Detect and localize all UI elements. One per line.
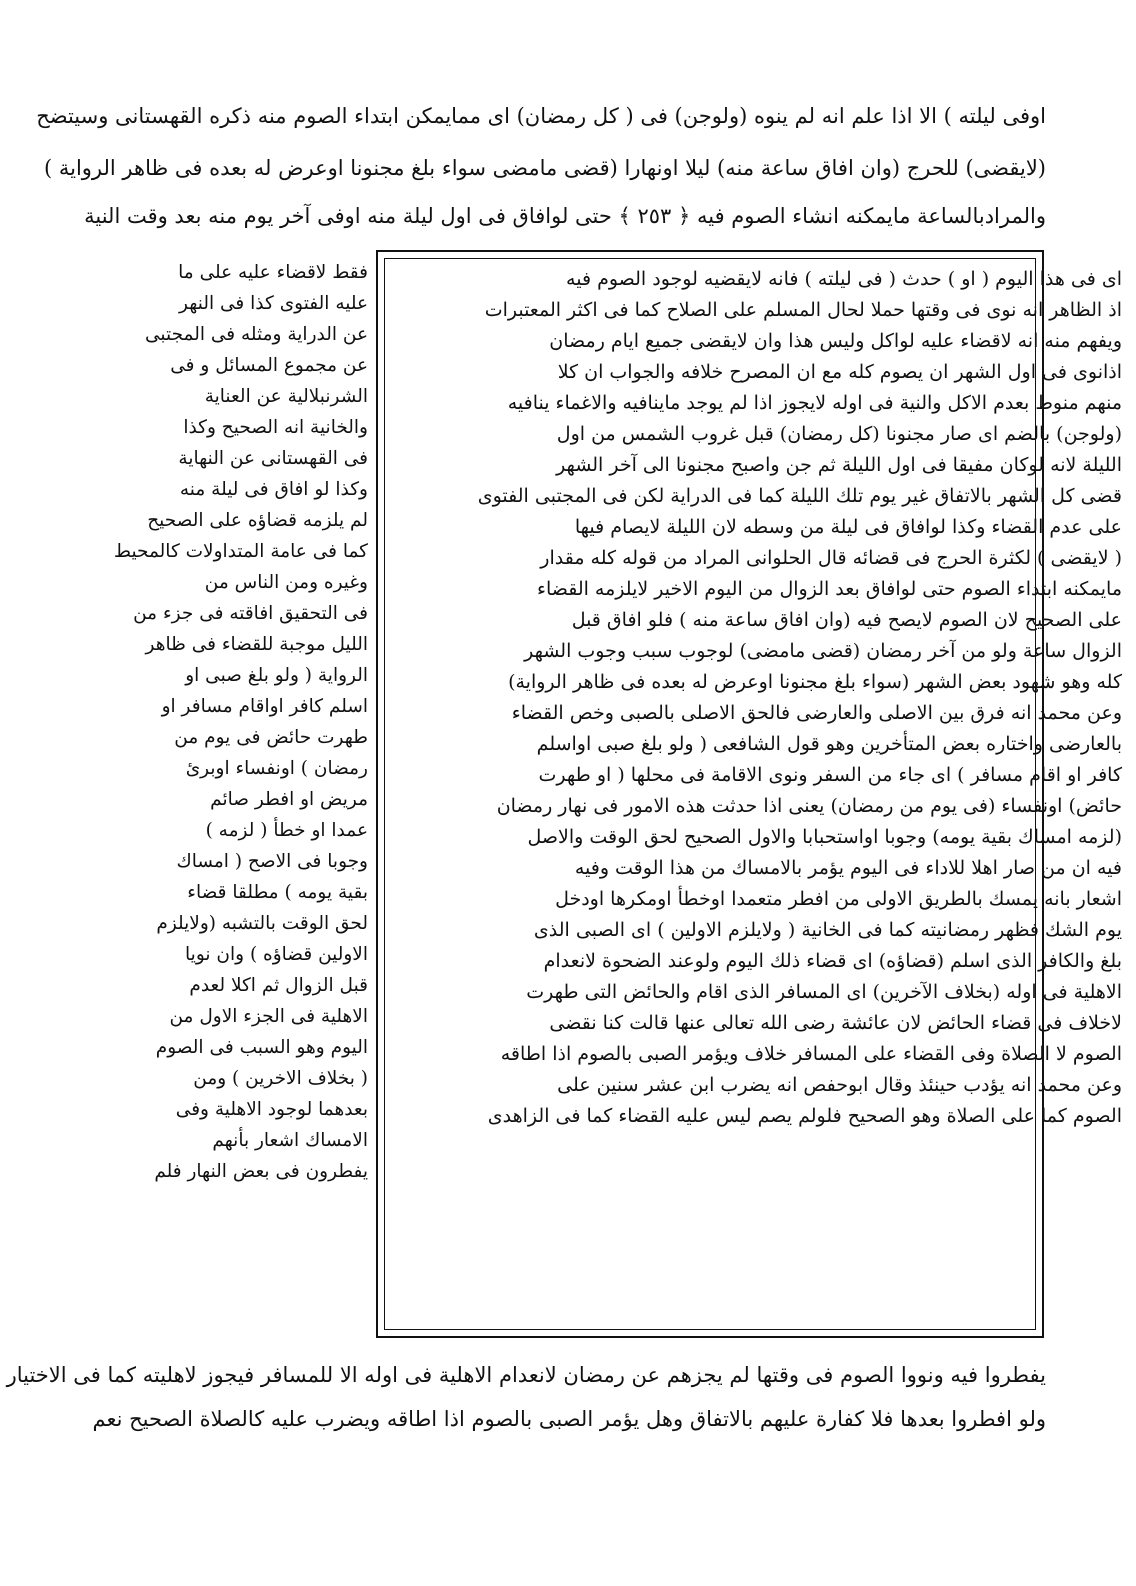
- commentary-line: بالعارضى واختاره بعض المتأخرين وهو قول الشافعى ( ولو بلغ صبى اواسلم: [536, 733, 1122, 755]
- commentary-line: ( لايقضى ) لكثرة الحرج فى قضائه قال الحلوانى المراد من قوله كله مقدار: [540, 547, 1122, 569]
- commentary-line: حائض) اونفساء (فى يوم من رمضان) يعنى اذا حدثت هذه الامور فى نهار رمضان: [496, 795, 1122, 817]
- commentary-line: لاخلاف فى قضاء الحائض لان عائشة رضى الله تعالى عنها قالت كنا نقضى: [549, 1012, 1122, 1034]
- commentary-line: مايمكنه ابتداء الصوم حتى لوافاق بعد الزوال من اليوم الاخير لايلزمه القضاء: [537, 578, 1122, 600]
- commentary-line: قضى كل الشهر بالاتفاق غير يوم تلك الليلة كما فى الدراية لكن فى المجتبى الفتوى: [477, 485, 1122, 507]
- commentary-line: بلغ والكافر الذى اسلم (قضاؤه) اى قضاء ذلك اليوم ولوعند الضحوة لانعدام: [543, 950, 1122, 972]
- margin-line: عمدا او خطأ ( لزمه ): [205, 820, 368, 841]
- margin-line: عن مجموع المسائل و فى: [170, 355, 368, 376]
- margin-line: فى القهستانى عن النهاية: [178, 448, 368, 469]
- margin-line: فقط لاقضاء عليه على ما: [178, 262, 368, 283]
- commentary-line: الاهلية فى اوله (بخلاف الآخرين) اى المسافر الذى اقام والحائض التى طهرت: [526, 981, 1122, 1003]
- margin-line: الشرنبلالية عن العناية: [204, 386, 368, 407]
- margin-line: رمضان ) اونفساء اوبرئ: [185, 758, 368, 779]
- margin-line: لحق الوقت بالتشبه (ولايلزم: [156, 913, 368, 934]
- commentary-line: الليلة لانه لوكان مفيقا فى اول الليلة ثم جن واصبح مجنونا الى آخر الشهر: [556, 454, 1122, 476]
- margin-line: الاولين قضاؤه ) وان نويا: [185, 944, 368, 965]
- margin-line: لم يلزمه قضاؤه على الصحيح: [147, 510, 368, 531]
- commentary-line: وعن محمد انه يؤدب حينئذ وقال ابوحفص انه يضرب ابن عشر سنين على: [557, 1074, 1122, 1096]
- commentary-line: اى فى هذا اليوم ( او ) حدث ( فى ليلته ) فانه لايقضيه لوجود الصوم فيه: [566, 268, 1122, 290]
- margin-line: مريض او افطر صائم: [210, 789, 368, 810]
- margin-line: وكذا لو افاق فى ليلة منه: [179, 479, 368, 500]
- margin-line: كما فى عامة المتداولات كالمحيط: [113, 541, 368, 562]
- commentary-line: الصوم لا الصلاة وفى القضاء على المسافر خلاف ويؤمر الصبى بالصوم اذا اطاقه: [500, 1043, 1122, 1065]
- commentary-line: منهم منوط بعدم الاكل والنية فى اوله لايجوز اذا لم يوجد ماينافيه والاغماء ينافيه: [507, 392, 1122, 414]
- margin-line: اسلم كافر اواقام مسافر او: [161, 696, 368, 717]
- commentary-line: (ولوجن) بالضم اى صار مجنونا (كل رمضان) قبل غروب الشمس من اول: [556, 423, 1122, 445]
- commentary-line: يوم الشك فظهر رمضانيته كما فى الخانية ( ولايلزم الاولين ) اى الصبى الذى: [533, 919, 1122, 941]
- margin-line: وغيره ومن الناس من: [204, 572, 368, 593]
- margin-line: ( بخلاف الاخرين ) ومن: [193, 1068, 368, 1089]
- margin-line: الليل موجبة للقضاء فى ظاهر: [145, 634, 368, 655]
- margin-line: بعدهما لوجود الاهلية وفى: [175, 1099, 368, 1120]
- commentary-line: اذ الظاهر انه نوى فى وقتها حملا لحال المسلم على الصلاح كما فى اكثر المعتبرات: [484, 299, 1122, 321]
- commentary-line: على الصحيح لان الصوم لايصح فيه (وان افاق ساعة منه ) فلو افاق قبل: [571, 609, 1122, 631]
- commentary-line: اشعار بانه يمسك بالطريق الاولى من افطر متعمدا اوخطأ اومكرها اودخل: [555, 888, 1122, 910]
- margin-line: عن الدراية ومثله فى المجتبى: [144, 324, 368, 345]
- commentary-line: ويفهم منه انه لاقضاء عليه لواكل وليس هذا وان لايقضى جميع ايام رمضان: [549, 330, 1122, 352]
- margin-line: الاهلية فى الجزء الاول من: [169, 1006, 368, 1027]
- margin-line: الامساك اشعار بأنهم: [212, 1130, 368, 1151]
- margin-line: طهرت حائض فى يوم من: [174, 727, 368, 748]
- margin-line: الرواية ( ولو بلغ صبى او: [185, 665, 368, 686]
- margin-line: بقية يومه ) مطلقا قضاء: [187, 882, 368, 903]
- commentary-line: على عدم القضاء وكذا لوافاق فى ليلة من وسطه لان الليلة لايصام فيها: [574, 516, 1122, 538]
- commentary-line: الصوم كما على الصلاة وهو الصحيح فلولم يصم ليس عليه القضاء كما فى الزاهدى: [487, 1105, 1122, 1127]
- margin-line: فى التحقيق افاقته فى جزء من: [133, 603, 368, 624]
- commentary-line: اذانوى فى اول الشهر ان يصوم كله مع ان المصرح خلافه والجواب ان كلا: [557, 361, 1122, 383]
- commentary-line: الزوال ساعة ولو من آخر رمضان (قضى مامضى) لوجوب سبب وجوب الشهر: [524, 640, 1122, 662]
- bottom-line: ولو افطروا بعدها فلا كفارة عليهم بالاتفاق وهل يؤمر الصبى بالصوم اذا اطاقه ويضرب عليه كالصلاة الصحيح نعم: [92, 1407, 1046, 1431]
- commentary-line: كله وهو شهود بعض الشهر (سواء بلغ مجنونا اوعرض له بعده فى ظاهر الرواية): [508, 671, 1122, 693]
- commentary-line: وعن محمد انه فرق بين الاصلى والعارضى فالحق الاصلى بالصبى وخص القضاء: [511, 702, 1122, 724]
- margin-line: يفطرون فى بعض النهار فلم: [154, 1161, 368, 1182]
- top-line-with-page-number: والمرادبالساعة مايمكنه انشاء الصوم فيه ﴿ ٢٥٣ ﴾ حتى لوافاق فى اول ليلة منه اوفى آخر يوم منه بعد وقت النية: [84, 204, 1046, 228]
- commentary-line: (لزمه امساك بقية يومه) وجوبا اواستحبابا والاول الصحيح لحق الوقت والاصل: [527, 826, 1122, 848]
- commentary-line: كافر او اقام مسافر ) اى جاء من السفر ونوى الاقامة فى محلها ( او طهرت: [538, 764, 1122, 786]
- margin-line: قبل الزوال ثم اكلا لعدم: [189, 975, 368, 996]
- top-line: (لايقضى) للحرج (وان افاق ساعة منه) ليلا اونهارا (قضى مامضى سواء بلغ مجنونا اوعرض له بعده فى ظاهر الرواية ): [43, 156, 1046, 180]
- commentary-line: فيه ان من صار اهلا للاداء فى اليوم يؤمر بالامساك من هذا الوقت وفيه: [574, 857, 1122, 879]
- bottom-line: يفطروا فيه ونووا الصوم فى وقتها لم يجزهم عن رمضان لانعدام الاهلية فى اوله الا للمسافر فيجوز لاهليته كما فى الاختيار: [6, 1363, 1046, 1387]
- margin-line: عليه الفتوى كذا فى النهر: [179, 293, 368, 314]
- top-line: اوفى ليلته ) الا اذا علم انه لم ينوه (ولوجن) فى ( كل رمضان) اى ممايمكن ابتداء الصوم منه ذكره القهستانى وسيتضح: [36, 104, 1046, 128]
- margin-line: والخانية انه الصحيح وكذا: [183, 417, 368, 438]
- margin-line: وجوبا فى الاصح ( امساك: [176, 851, 368, 872]
- margin-line: اليوم وهو السبب فى الصوم: [155, 1037, 368, 1058]
